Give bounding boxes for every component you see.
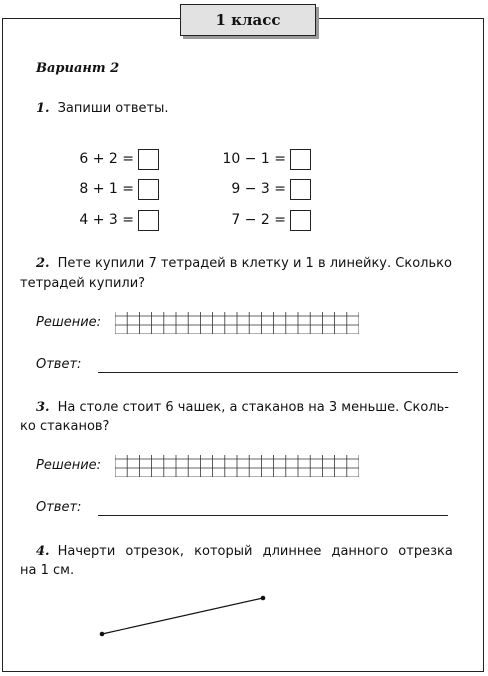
answer-box[interactable] — [290, 149, 311, 170]
task2-text: Пете купили 7 тетрадей в клетку и 1 в линейку. Сколько — [57, 256, 452, 271]
task4-line1 — [36, 543, 466, 561]
task1-expr-right-3: 7 − 2 = — [231, 212, 286, 228]
answer-line[interactable] — [98, 372, 458, 373]
solution-label: Решение: — [36, 315, 102, 330]
task4-line2: на 1 см. — [20, 563, 75, 578]
task4-number: 4. — [36, 544, 50, 559]
answer-box[interactable] — [290, 179, 311, 200]
task2-number: 2. — [36, 256, 50, 271]
answer-box[interactable] — [138, 210, 159, 231]
answer-label: Ответ: — [36, 500, 82, 515]
task1-expr-left-2: 8 + 1 = — [79, 181, 134, 197]
grade-header: 1 класс — [180, 4, 316, 36]
answer-label: Ответ: — [36, 357, 82, 372]
task4-text: Начерти отрезок, который длиннее данного отрезка — [57, 544, 453, 559]
task3-line1 — [36, 399, 449, 417]
variant-title: Вариант 2 — [36, 61, 120, 76]
task1-expr-left-1: 6 + 2 = — [79, 151, 134, 167]
task1-heading — [36, 100, 168, 118]
task2-line2: тетрадей купили? — [20, 276, 146, 291]
solution-grid[interactable] — [115, 455, 359, 477]
answer-box[interactable] — [290, 210, 311, 231]
task1-number: 1. — [36, 101, 50, 116]
answer-box[interactable] — [138, 149, 159, 170]
given-segment — [90, 590, 280, 642]
solution-grid[interactable] — [115, 312, 359, 334]
task3-line2: ко стаканов? — [20, 419, 110, 434]
answer-box[interactable] — [138, 179, 159, 200]
task1-text: Запиши ответы. — [57, 101, 169, 116]
task3-number: 3. — [36, 400, 50, 415]
task3-text: На столе стоит 6 чашек, а стаканов на 3 меньше. Сколь- — [57, 400, 449, 415]
solution-label: Решение: — [36, 458, 102, 473]
task1-expr-left-3: 4 + 3 = — [79, 212, 134, 228]
task1-expr-right-1: 10 − 1 = — [222, 151, 286, 167]
task2-line1 — [36, 255, 452, 273]
answer-line[interactable] — [98, 515, 448, 516]
task1-expr-right-2: 9 − 3 = — [231, 181, 286, 197]
